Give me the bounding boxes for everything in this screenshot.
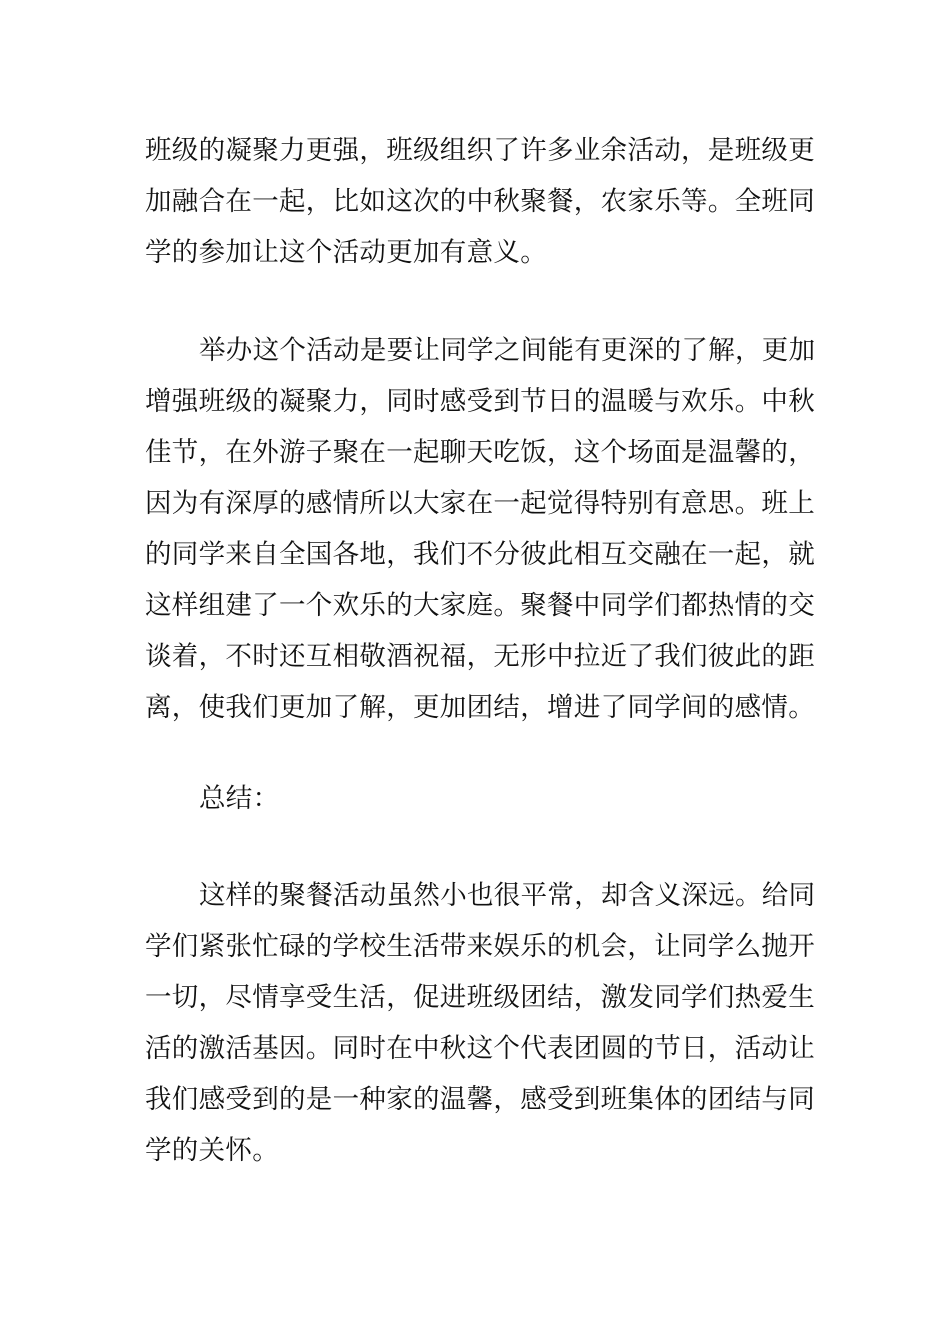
text-line: 谈着，不时还互相敬酒祝福，无形中拉近了我们彼此的距 — [145, 641, 815, 672]
text-line: 因为有深厚的感情所以大家在一起觉得特别有意思。班上 — [145, 488, 815, 519]
text-line: 加融合在一起，比如这次的中秋聚餐，农家乐等。全班同 — [145, 186, 815, 217]
paragraph-activity-purpose — [145, 325, 816, 733]
text-line: 的同学来自全国各地，我们不分彼此相互交融在一起，就 — [145, 539, 815, 570]
text-line: 班级的凝聚力更强，班级组织了许多业余活动，是班级更 — [145, 135, 815, 166]
text-line: 学们紧张忙碌的学校生活带来娱乐的机会，让同学么抛开 — [145, 931, 815, 962]
text-line: 举办这个活动是要让同学之间能有更深的了解，更加 — [199, 335, 816, 366]
text-line: 这样组建了一个欢乐的大家庭。聚餐中同学们都热情的交 — [145, 590, 815, 621]
text-line: 离，使我们更加了解，更加团结，增进了同学间的感情。 — [145, 692, 815, 723]
text-line: 一切，尽情享受生活，促进班级团结，激发同学们热爱生 — [145, 982, 815, 1013]
heading-summary: 总结： — [199, 783, 280, 814]
text-line: 增强班级的凝聚力，同时感受到节日的温暖与欢乐。中秋 — [145, 386, 815, 417]
section-heading-summary — [145, 773, 807, 824]
paragraph-summary — [145, 870, 816, 1176]
text-line: 学的参加让这个活动更加有意义。 — [145, 237, 547, 268]
paragraph-class-cohesion — [145, 125, 815, 278]
text-line: 这样的聚餐活动虽然小也很平常，却含义深远。给同 — [199, 880, 816, 911]
text-line: 我们感受到的是一种家的温馨，感受到班集体的团结与同 — [145, 1084, 815, 1115]
text-line: 佳节，在外游子聚在一起聊天吃饭，这个场面是温馨的， — [145, 437, 815, 468]
text-line: 学的关怀。 — [145, 1135, 279, 1166]
text-line: 活的激活基因。同时在中秋这个代表团圆的节日，活动让 — [145, 1033, 815, 1064]
